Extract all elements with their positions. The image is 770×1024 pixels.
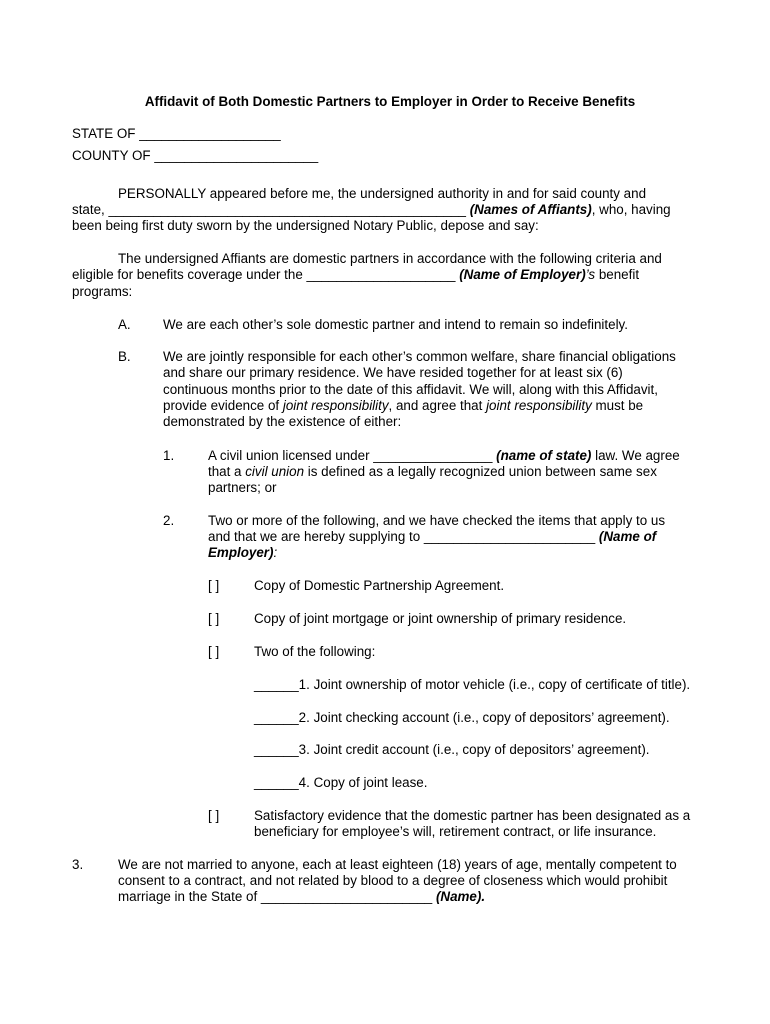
item-1-line-1 xyxy=(208,448,680,464)
item-2-line-1: Two or more of the following, and we have checked the items that apply to us xyxy=(208,513,666,528)
county-blank: ______________________ xyxy=(154,148,319,163)
item-b-line-4 xyxy=(163,398,643,414)
sub-item-checking-account: ______2. Joint checking account (i.e., copy of depositors’ agreement). xyxy=(254,710,670,725)
check-item-beneficiary-line-1: Satisfactory evidence that the domestic partner has been designated as a xyxy=(254,808,691,823)
item-2-line-2 xyxy=(208,529,656,545)
civil-union-term: civil union xyxy=(245,464,305,479)
item-3-marker: 3. xyxy=(72,857,84,872)
state-label: STATE OF xyxy=(72,126,136,141)
employer-name-label-2a: (Name of xyxy=(598,529,657,544)
marriage-state-text: marriage in the State of xyxy=(118,889,261,904)
employer-name-label-2b: Employer) xyxy=(208,545,274,560)
county-line xyxy=(72,148,318,164)
item-b-line-5: demonstrated by the existence of either: xyxy=(163,414,402,429)
checkbox-joint-mortgage[interactable]: [ ] xyxy=(208,611,220,626)
intro-who-text: , who, having xyxy=(591,202,671,217)
sub-item-credit-account: ______3. Joint credit account (i.e., copy of depositors’ agreement). xyxy=(254,742,650,757)
joint-responsibility-term-2: joint responsibility xyxy=(486,398,592,413)
sub-item-motor-vehicle: ______1. Joint ownership of motor vehicle (i.e., copy of certificate of title). xyxy=(254,677,691,692)
name-label: (Name) xyxy=(435,889,482,904)
item-2-marker: 2. xyxy=(163,513,175,528)
intro-state-text: state, xyxy=(72,202,109,217)
item-b-marker: B. xyxy=(118,349,131,364)
criteria-benefit-text: benefit xyxy=(595,267,640,282)
check-item-joint-mortgage: Copy of joint mortgage or joint ownership of primary residence. xyxy=(254,611,627,626)
intro-line-3: been being first duty sworn by the undersigned Notary Public, depose and say: xyxy=(72,218,539,233)
item-3-period: . xyxy=(481,889,486,904)
intro-line-1: PERSONALLY appeared before me, the undersigned authority in and for said county and xyxy=(118,186,647,201)
check-item-beneficiary-line-2: beneficiary for employee’s will, retirement contract, or life insurance. xyxy=(254,824,657,839)
checkbox-partnership-agreement[interactable]: [ ] xyxy=(208,578,220,593)
item-3-line-2: consent to a contract, and not related by blood to a degree of closeness which would prohibit xyxy=(118,873,668,888)
criteria-line-1: The undersigned Affiants are domestic partners in accordance with the following criteria and xyxy=(118,251,662,266)
checkbox-two-of-following[interactable]: [ ] xyxy=(208,644,220,659)
employer-possessive: ’s xyxy=(585,267,596,282)
affiants-names-blank: ________________________________________________ xyxy=(108,202,466,217)
item-b-agree-text: , and agree that xyxy=(388,398,487,413)
state-name-blank: ________________ xyxy=(373,448,493,463)
checkbox-beneficiary[interactable]: [ ] xyxy=(208,808,220,823)
supplying-text: and that we are hereby supplying to xyxy=(208,529,424,544)
criteria-line-2 xyxy=(72,267,639,283)
civil-union-law-text: law. We agree xyxy=(591,448,680,463)
sub-item-joint-lease: ______4. Copy of joint lease. xyxy=(254,775,428,790)
state-blank-2: _______________________ xyxy=(260,889,433,904)
state-line xyxy=(72,126,281,142)
item-b-must-be-text: must be xyxy=(591,398,644,413)
item-1-line-3: partners; or xyxy=(208,480,277,495)
item-3-line-1: We are not married to anyone, each at least eighteen (18) years of age, mentally competent to xyxy=(118,857,677,872)
item-b-evidence-text: provide evidence of xyxy=(163,398,283,413)
employer-name-blank: ____________________ xyxy=(306,267,456,282)
civil-union-def-pre: that a xyxy=(208,464,246,479)
item-b-line-1: We are jointly responsible for each other’s common welfare, share financial obligations xyxy=(163,349,676,364)
check-item-partnership-agreement: Copy of Domestic Partnership Agreement. xyxy=(254,578,505,593)
criteria-line-3: programs: xyxy=(72,284,133,299)
item-3-line-3 xyxy=(118,889,485,905)
document-title: Affidavit of Both Domestic Partners to Employer in Order to Receive Benefits xyxy=(144,94,636,109)
affiants-names-label: (Names of Affiants) xyxy=(469,202,592,217)
item-a-text: We are each other’s sole domestic partner and intend to remain so indefinitely. xyxy=(163,317,628,332)
item-a-marker: A. xyxy=(118,317,131,332)
item-1-marker: 1. xyxy=(163,448,175,463)
civil-union-text: A civil union licensed under xyxy=(208,448,374,463)
check-item-two-of-following: Two of the following: xyxy=(254,644,376,659)
employer-colon: : xyxy=(273,545,278,560)
state-name-label: (name of state) xyxy=(496,448,592,463)
employer-name-label: (Name of Employer) xyxy=(459,267,586,282)
item-1-line-2 xyxy=(208,464,657,480)
state-blank: ___________________ xyxy=(139,126,281,141)
joint-responsibility-term-1: joint responsibility xyxy=(282,398,389,413)
intro-line-2 xyxy=(72,202,671,218)
item-b-line-2: and share our primary residence. We have resided together for at least six (6) xyxy=(163,365,623,380)
item-2-line-3 xyxy=(208,545,277,561)
employer-name-blank-2: _______________________ xyxy=(423,529,596,544)
county-label: COUNTY OF xyxy=(72,148,151,163)
civil-union-def-post: is defined as a legally recognized union between same sex xyxy=(304,464,657,479)
criteria-eligible-text: eligible for benefits coverage under the xyxy=(72,267,307,282)
item-b-line-3: continuous months prior to the date of this affidavit. We will, along with this Affidavit, xyxy=(163,382,658,397)
